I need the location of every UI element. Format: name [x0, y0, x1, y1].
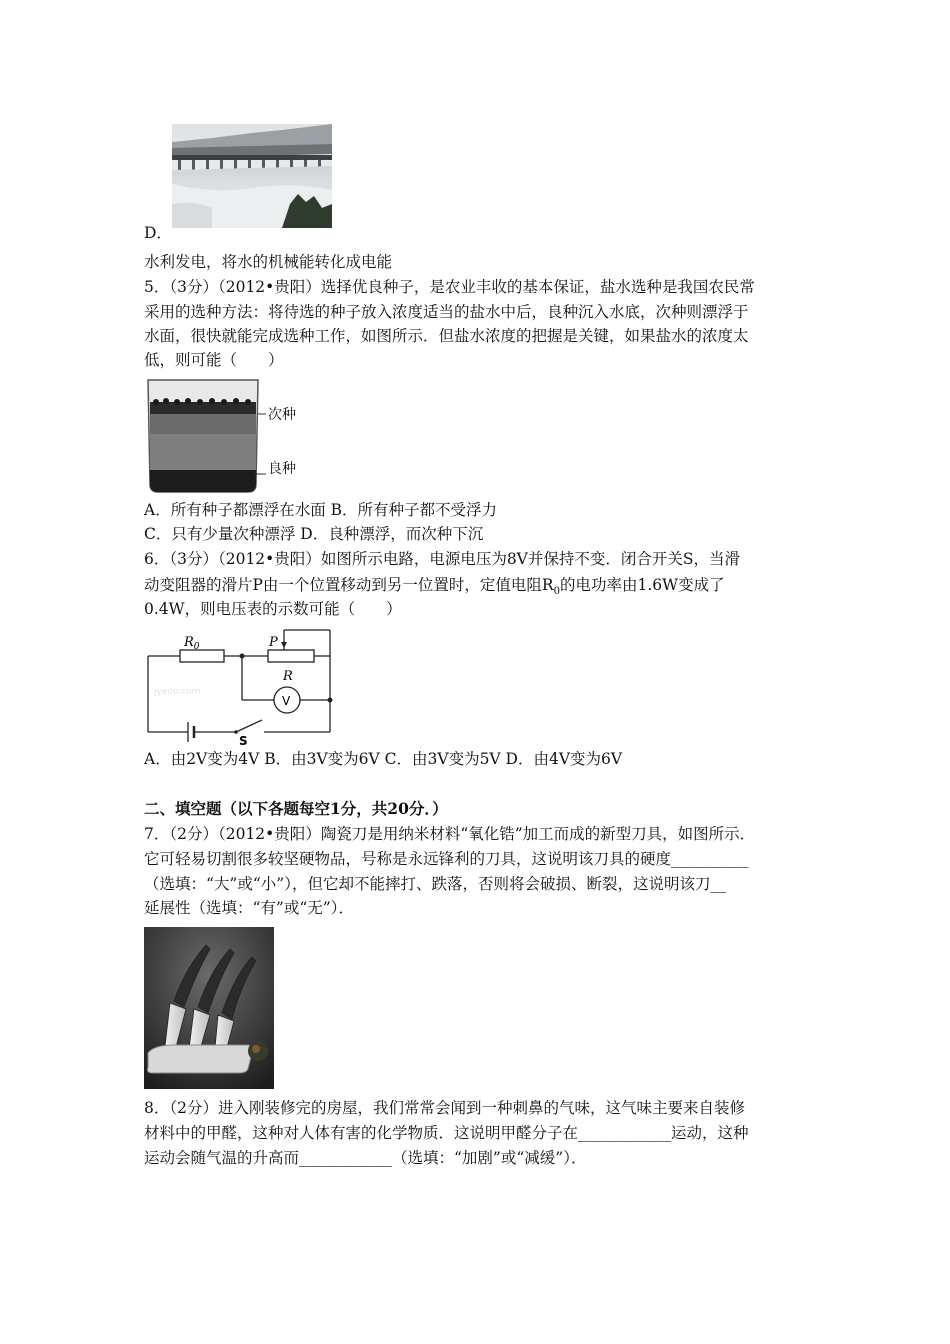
s-label: S: [239, 734, 248, 748]
q6-stem-line-3: 0.4W，则电压表的示数可能（ ）: [144, 600, 402, 618]
q6-line2-post: 的电功率由1.6W变成了: [559, 576, 725, 594]
good-seed-label: 良种: [268, 461, 296, 477]
q5-options-ab: A．所有种子都漂浮在水面 B．所有种子都不受浮力: [144, 501, 498, 519]
junction-left: [240, 654, 245, 659]
junction-right: [328, 698, 333, 703]
r0-label: $R_0$: [184, 635, 200, 652]
v-label: V: [282, 694, 291, 708]
section-2-heading: 二、填空题（以下各题每空1分，共20分．）: [144, 799, 448, 818]
switch-pivot: [234, 730, 238, 734]
q5-stem-line-4: 低，则可能（ ）: [144, 351, 284, 369]
q5-stem-line-1: 5．（3分）（2012•贵阳）选择优良种子，是农业丰收的基本保证，盐水选种是我国农民常: [144, 278, 755, 296]
dam-photo: [172, 124, 332, 228]
p-label: P: [269, 635, 278, 650]
q5-stem-line-2: 采用的选种方法：将待选的种子放入浓度适当的盐水中后，良种沉入水底，次种则漂浮于: [144, 303, 749, 321]
rheostat-r: [268, 650, 314, 662]
inferior-seed-label: 次种: [268, 407, 296, 423]
resistor-r0: [180, 650, 224, 662]
q7-stem-line-3: （选填：“大”或“小”），但它却不能摔打、跌落，否则将会破损、断裂，这说明该刀__: [144, 875, 726, 893]
circuit-diagram: [144, 624, 336, 748]
r-label: R: [283, 669, 293, 684]
q6-stem-line-1: 6．（3分）（2012•贵阳）如图所示电路，电源电压为8V并保持不变．闭合开关S，当滑: [144, 550, 740, 568]
q4-option-d-text: 水利发电，将水的机械能转化成电能: [144, 253, 393, 271]
q6-line2-pre: 动变阻器的滑片P由一个位置移动到另一位置时，定值电阻R: [144, 576, 554, 594]
q8-stem-line-2: 材料中的甲醛，这种对人体有害的化学物质．这说明甲醛分子在____________运动，这种: [144, 1124, 749, 1142]
q6-line2-sub: 0: [553, 586, 560, 598]
beaker-drawing: [144, 378, 304, 496]
q7-stem-line-1: 7．（2分）（2012•贵阳）陶瓷刀是用纳米材料“氧化锆”加工而成的新型刀具，如图所示．: [144, 825, 756, 843]
watermark: jyeoo.com: [154, 687, 201, 697]
switch-blade: [236, 720, 262, 732]
q6-options: A．由2V变为4V B．由3V变为6V C．由3V变为5V D．由4V变为6V: [144, 750, 623, 768]
q7-stem-line-4: 延展性（选填：“有”或“无”）．: [144, 899, 354, 917]
beaker-figure: [144, 378, 304, 496]
q8-stem-line-1: 8．（2分）进入刚装修完的房屋，我们常常会闻到一种刺鼻的气味，这气味主要来自装修: [144, 1099, 745, 1117]
q5-options-cd: C．只有少量次种漂浮 D．良种漂浮，而次种下沉: [144, 525, 484, 543]
ceramic-knife-photo: [144, 927, 274, 1089]
q7-stem-line-2: 它可轻易切割很多较坚硬物品，号称是永远锋利的刀具，这说明该刀具的硬度__________: [144, 850, 749, 868]
q4-option-d-label: D．: [144, 224, 172, 242]
q8-stem-line-3: 运动会随气温的升高而____________（选填：“加剧”或“减缓”）．: [144, 1149, 587, 1167]
q5-stem-line-3: 水面，很快就能完成选种工作，如图所示．但盐水浓度的把握是关键，如果盐水的浓度太: [144, 327, 749, 345]
slider-arrow-icon: [281, 642, 287, 648]
